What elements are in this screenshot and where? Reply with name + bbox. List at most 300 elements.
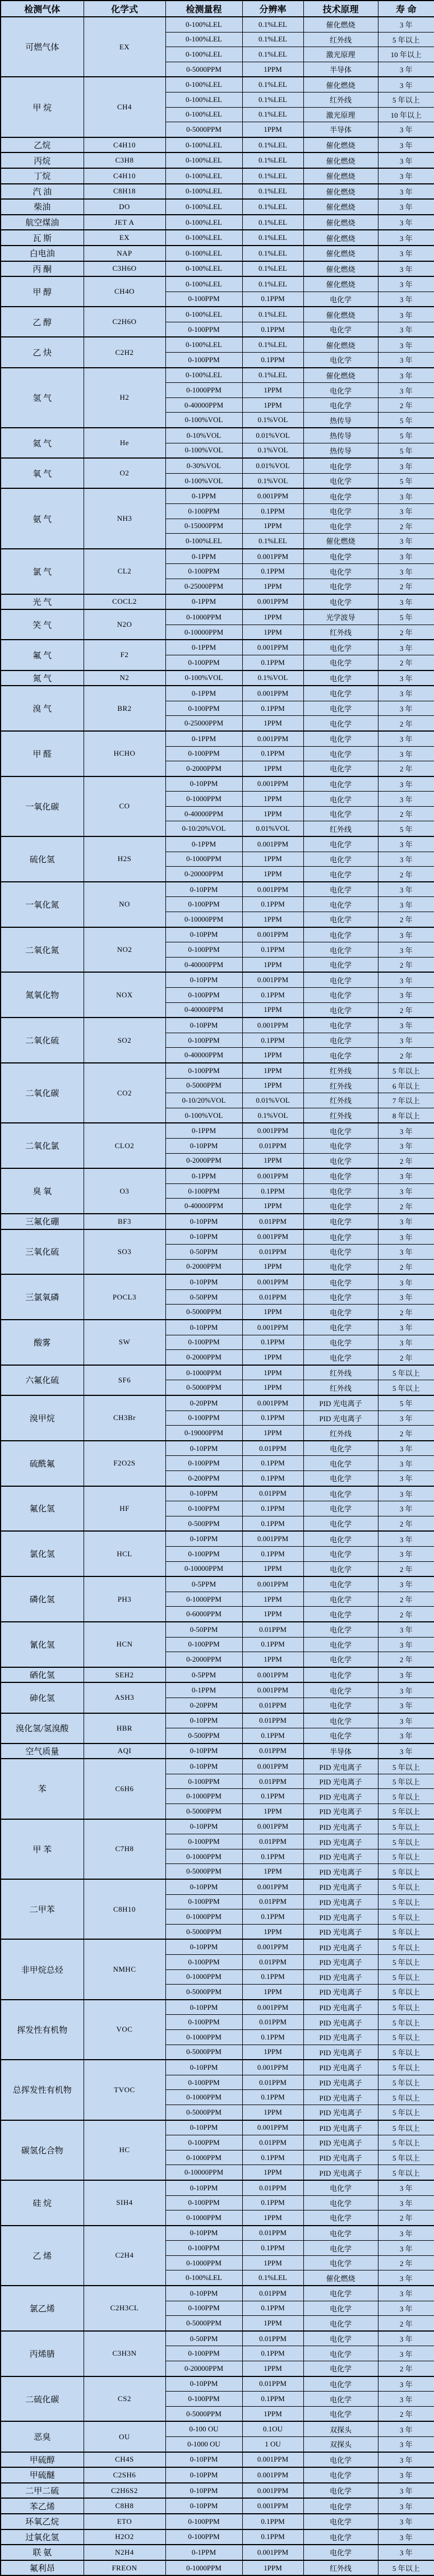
lifespan-cell: 5 年以上 (378, 2105, 434, 2120)
resolution-cell: 1PPM (242, 1305, 303, 1320)
principle-cell: 电化学 (303, 1682, 378, 1698)
gas-group-row (1, 2120, 434, 2135)
gas-group-row (1, 1682, 434, 1698)
range-cell: 0-10%VOL (165, 428, 242, 443)
resolution-cell: 1PPM (242, 579, 303, 594)
lifespan-cell: 2 年 (378, 2210, 434, 2226)
principle-cell: 双探头 (303, 2421, 378, 2436)
range-cell: 0-100%LEL (165, 276, 242, 292)
resolution-cell: 0.1PPM (242, 2029, 303, 2045)
lifespan-cell: 2 年 (378, 806, 434, 821)
lifespan-cell: 5 年以上 (378, 2120, 434, 2135)
resolution-cell: 1PPM (242, 1259, 303, 1274)
lifespan-cell: 3 年 (378, 199, 434, 215)
resolution-cell: 0.01PPM (242, 1894, 303, 1909)
lifespan-cell: 3 年 (378, 2421, 434, 2436)
gas-name-cell: 溴 气 (1, 686, 84, 731)
range-cell: 0-10PPM (165, 1743, 242, 1759)
lifespan-cell: 3 年 (378, 882, 434, 897)
range-cell: 0-10PPM (165, 2376, 242, 2392)
lifespan-cell: 5 年以上 (378, 1365, 434, 1380)
resolution-cell: 0.001PPM (242, 2467, 303, 2483)
resolution-cell: 0.001PPM (242, 2498, 303, 2514)
principle-cell: 电化学 (303, 1607, 378, 1622)
gas-name-cell: 氯乙烯 (1, 2286, 84, 2331)
range-cell: 0-100PPM (165, 2075, 242, 2090)
principle-cell: 电化学 (303, 988, 378, 1003)
gas-name-cell: 三氯氧磷 (1, 1274, 84, 1320)
lifespan-cell: 2 年 (378, 1652, 434, 1667)
range-cell: 0-1PPM (165, 549, 242, 564)
gas-name-cell: 二氧化氯 (1, 1123, 84, 1168)
gas-group-row (1, 1395, 434, 1410)
resolution-cell: 0.01PPM (242, 1486, 303, 1501)
range-cell: 0-100PPM (165, 2135, 242, 2150)
range-cell: 0-100%LEL (165, 199, 242, 215)
formula-cell: HF (84, 1486, 165, 1532)
range-cell: 0-100%LEL (165, 2270, 242, 2286)
gas-name-cell: 白电油 (1, 246, 84, 261)
principle-cell: 电化学 (303, 1183, 378, 1199)
range-cell: 0-100PPM (165, 564, 242, 579)
lifespan-cell: 5 年以上 (378, 1819, 434, 1834)
lifespan-cell: 3 年 (378, 1728, 434, 1743)
range-cell: 0-100PPM (165, 2392, 242, 2407)
principle-cell: 电化学 (303, 806, 378, 821)
table-body (1, 17, 434, 2575)
formula-cell: EX (84, 17, 165, 77)
lifespan-cell: 3 年 (378, 261, 434, 277)
range-cell: 0-1000PPM (165, 2090, 242, 2105)
principle-cell: 电化学 (303, 2286, 378, 2301)
formula-cell: C2H6S2 (84, 2483, 165, 2499)
resolution-cell: 0.1PPM (242, 897, 303, 912)
lifespan-cell: 2 年 (378, 2255, 434, 2270)
formula-cell: SEH2 (84, 1667, 165, 1683)
gas-group-row (1, 199, 434, 215)
gas-name-cell: 三氧化硫 (1, 1229, 84, 1275)
gas-name-cell: 溴甲烷 (1, 1395, 84, 1441)
formula-cell: PH3 (84, 1576, 165, 1622)
resolution-cell: 0.1%VOL (242, 670, 303, 686)
lifespan-cell: 5 年以上 (378, 1955, 434, 1970)
lifespan-cell: 3 年 (378, 2545, 434, 2560)
lifespan-cell: 5 年以上 (378, 1849, 434, 1864)
resolution-cell: 1PPM (242, 1426, 303, 1441)
principle-cell: 电化学 (303, 746, 378, 761)
resolution-cell: 1PPM (242, 2406, 303, 2421)
lifespan-cell: 3 年 (378, 1743, 434, 1759)
gas-group-row (1, 1939, 434, 1954)
lifespan-cell: 3 年 (378, 1410, 434, 1426)
resolution-cell: 1PPM (242, 1924, 303, 1939)
lifespan-cell: 5 年以上 (378, 2560, 434, 2576)
gas-group-row (1, 686, 434, 701)
resolution-cell: 0.01PPM (242, 2226, 303, 2241)
principle-cell: PID 光电离子 (303, 2000, 378, 2015)
lifespan-cell: 3 年 (378, 1667, 434, 1683)
lifespan-cell: 3 年 (378, 942, 434, 958)
gas-name-cell: 瓦 斯 (1, 230, 84, 246)
principle-cell: 电化学 (303, 353, 378, 368)
range-cell: 0-5000PPM (165, 1985, 242, 2000)
resolution-cell: 0.01PPM (242, 1743, 303, 1759)
formula-cell: C2H3CL (84, 2286, 165, 2331)
principle-cell: 电化学 (303, 1350, 378, 1365)
range-cell: 0-500PPM (165, 1728, 242, 1743)
range-cell: 0-10000PPM (165, 912, 242, 927)
range-cell: 0-10PPM (165, 2286, 242, 2301)
principle-cell: PID 光电离子 (303, 1939, 378, 1954)
range-cell: 0-40000PPM (165, 397, 242, 413)
range-cell: 0-100PPM (165, 2195, 242, 2210)
gas-group-row (1, 1486, 434, 1501)
gas-name-cell: 非甲烷总烃 (1, 1939, 84, 1999)
resolution-cell: 0.1PPM (242, 1335, 303, 1350)
principle-cell: 电化学 (303, 458, 378, 473)
lifespan-cell: 5 年以上 (378, 2135, 434, 2150)
gas-group-row (1, 1274, 434, 1289)
resolution-cell: 0.001PPM (242, 686, 303, 701)
lifespan-cell: 3 年 (378, 353, 434, 368)
principle-cell: 电化学 (303, 2316, 378, 2331)
gas-group-row (1, 882, 434, 897)
principle-cell: 半导体 (303, 1743, 378, 1759)
range-cell: 0-1PPM (165, 2545, 242, 2560)
resolution-cell: 1PPM (242, 609, 303, 625)
gas-group-row (1, 428, 434, 443)
range-cell: 0-100PPM (165, 1546, 242, 1561)
resolution-cell: 0.1%LEL (242, 199, 303, 215)
resolution-cell: 0.01%VOL (242, 1093, 303, 1108)
lifespan-cell: 2 年 (378, 2406, 434, 2421)
principle-cell: 电化学 (303, 322, 378, 337)
principle-cell: 电化学 (303, 716, 378, 731)
resolution-cell: 0.1PPM (242, 2090, 303, 2105)
resolution-cell: 0.001PPM (242, 2120, 303, 2135)
principle-cell: 电化学 (303, 519, 378, 534)
lifespan-cell: 3 年 (378, 2452, 434, 2468)
principle-cell: 红外线 (303, 1093, 378, 1108)
principle-cell: 催化燃烧 (303, 152, 378, 168)
resolution-cell: 1PPM (242, 1199, 303, 1214)
principle-cell: 催化燃烧 (303, 368, 378, 383)
resolution-cell: 1PPM (242, 1078, 303, 1093)
formula-cell: NOX (84, 972, 165, 1018)
lifespan-cell: 3 年 (378, 1138, 434, 1153)
resolution-cell: 0.1PPM (242, 2529, 303, 2545)
lifespan-cell: 2 年 (378, 957, 434, 972)
gas-group-row (1, 2000, 434, 2015)
gas-group-row (1, 17, 434, 32)
formula-cell: TVOC (84, 2060, 165, 2120)
lifespan-cell: 3 年 (378, 307, 434, 322)
lifespan-cell: 5 年以上 (378, 1969, 434, 1985)
principle-cell: 热传导 (303, 413, 378, 428)
range-cell: 0-100PPM (165, 322, 242, 337)
range-cell: 0-1000PPM (165, 1365, 242, 1380)
principle-cell: PID 光电离子 (303, 1410, 378, 1426)
lifespan-cell: 3 年 (378, 2195, 434, 2210)
gas-group-row (1, 2421, 434, 2436)
gas-name-cell: 空气质量 (1, 1743, 84, 1759)
principle-cell: PID 光电离子 (303, 2029, 378, 2045)
principle-cell: 双探头 (303, 2437, 378, 2452)
formula-cell: F2 (84, 640, 165, 670)
formula-cell: C4H10 (84, 137, 165, 153)
resolution-cell: 0.01PPM (242, 1245, 303, 1260)
principle-cell: 电化学 (303, 776, 378, 792)
range-cell: 0-100PPM (165, 2514, 242, 2529)
range-cell: 0-100PPM (165, 292, 242, 307)
gas-group-row (1, 458, 434, 473)
range-cell: 0-5000PPM (165, 2105, 242, 2120)
resolution-cell: 0.1%LEL (242, 2270, 303, 2286)
resolution-cell: 0.1PPM (242, 2241, 303, 2256)
lifespan-cell: 5 年以上 (378, 1894, 434, 1909)
lifespan-cell: 5 年以上 (378, 2075, 434, 2090)
formula-cell: C2H4 (84, 2226, 165, 2286)
principle-cell: 红外线 (303, 2560, 378, 2576)
range-cell: 0-40000PPM (165, 1002, 242, 1018)
principle-cell: 红外线 (303, 1063, 378, 1078)
range-cell: 0-5000PPM (165, 2406, 242, 2421)
lifespan-cell: 3 年 (378, 504, 434, 519)
gas-group-row (1, 640, 434, 655)
range-cell: 0-100PPM (165, 2241, 242, 2256)
lifespan-cell: 3 年 (378, 746, 434, 761)
formula-cell: C2H2 (84, 337, 165, 367)
principle-cell: PID 光电离子 (303, 1774, 378, 1789)
gas-group-row (1, 1123, 434, 1138)
resolution-cell: 0.1%LEL (242, 152, 303, 168)
principle-cell: PID 光电离子 (303, 2120, 378, 2135)
lifespan-cell: 3 年 (378, 2514, 434, 2529)
resolution-cell: 1PPM (242, 2165, 303, 2180)
resolution-cell: 0.001PPM (242, 1939, 303, 1954)
gas-name-cell: 汽 油 (1, 184, 84, 200)
formula-cell: O2 (84, 458, 165, 488)
range-cell: 0-1PPM (165, 731, 242, 746)
formula-cell: HCN (84, 1622, 165, 1667)
range-cell: 0-5000PPM (165, 2316, 242, 2331)
range-cell: 0-100PPM (165, 701, 242, 716)
lifespan-cell: 3 年 (378, 1531, 434, 1546)
lifespan-cell: 3 年 (378, 686, 434, 701)
formula-cell: N2O (84, 609, 165, 640)
resolution-cell: 0.1%VOL (242, 413, 303, 428)
column-header: 化学式 (84, 1, 165, 17)
principle-cell: 催化燃烧 (303, 307, 378, 322)
gas-group-row (1, 215, 434, 230)
lifespan-cell: 3 年 (378, 1123, 434, 1138)
column-header: 分辨率 (242, 1, 303, 17)
range-cell: 0-10PPM (165, 1229, 242, 1245)
range-cell: 0-2000PPM (165, 1259, 242, 1274)
range-cell: 0-100PPM (165, 2301, 242, 2316)
principle-cell: 红外线 (303, 1426, 378, 1441)
range-cell: 0-100PPM (165, 504, 242, 519)
resolution-cell: 1PPM (242, 625, 303, 640)
gas-name-cell: 氟利昂 (1, 2560, 84, 2576)
gas-name-cell: 氮 气 (1, 670, 84, 686)
range-cell: 0-5000PPM (165, 2045, 242, 2060)
gas-group-row (1, 230, 434, 246)
principle-cell: 催化燃烧 (303, 276, 378, 292)
gas-name-cell: 丙烷 (1, 152, 84, 168)
lifespan-cell: 2 年 (378, 1607, 434, 1622)
gas-group-row (1, 670, 434, 686)
gas-name-cell: 乙 炔 (1, 337, 84, 367)
range-cell: 0-10PPM (165, 1441, 242, 1456)
lifespan-cell: 3 年 (378, 1576, 434, 1592)
range-cell: 0-100PPM (165, 1774, 242, 1789)
principle-cell: 电化学 (303, 912, 378, 927)
lifespan-cell: 3 年 (378, 137, 434, 153)
range-cell: 0-100PPM (165, 1335, 242, 1350)
resolution-cell: 0.1%LEL (242, 246, 303, 261)
principle-cell: 电化学 (303, 640, 378, 655)
lifespan-cell: 3 年 (378, 701, 434, 716)
gas-name-cell: 硫化氢 (1, 836, 84, 882)
lifespan-cell: 5 年以上 (378, 1774, 434, 1789)
range-cell: 0-100%LEL (165, 77, 242, 92)
gas-name-cell: 氮氧化物 (1, 972, 84, 1018)
lifespan-cell: 6 年以上 (378, 1078, 434, 1093)
range-cell: 0-10000PPM (165, 625, 242, 640)
formula-cell: SO2 (84, 1018, 165, 1063)
principle-cell: PID 光电离子 (303, 2045, 378, 2060)
resolution-cell: 0.001PPM (242, 1879, 303, 1894)
lifespan-cell: 3 年 (378, 2180, 434, 2195)
resolution-cell: 0.1PPM (242, 1471, 303, 1486)
gas-name-cell: 六氟化硫 (1, 1365, 84, 1395)
lifespan-cell: 3 年 (378, 2270, 434, 2286)
resolution-cell: 0.001PPM (242, 1531, 303, 1546)
principle-cell: 电化学 (303, 1471, 378, 1486)
lifespan-cell: 3 年 (378, 776, 434, 792)
range-cell: 0-1000PPM (165, 2150, 242, 2165)
range-cell: 0-1PPM (165, 686, 242, 701)
lifespan-cell: 3 年 (378, 1456, 434, 1471)
lifespan-cell: 3 年 (378, 1289, 434, 1305)
column-header: 检测气体 (1, 1, 84, 17)
gas-name-cell: 乙烷 (1, 137, 84, 153)
lifespan-cell: 3 年 (378, 1486, 434, 1501)
lifespan-cell: 10 年以上 (378, 107, 434, 122)
range-cell: 0-10PPM (165, 1759, 242, 1774)
resolution-cell: 1PPM (242, 867, 303, 882)
lifespan-cell: 3 年 (378, 1546, 434, 1561)
formula-cell: FREON (84, 2560, 165, 2576)
principle-cell: 电化学 (303, 1245, 378, 1260)
formula-cell: EX (84, 230, 165, 246)
range-cell: 0-10PPM (165, 1486, 242, 1501)
lifespan-cell: 3 年 (378, 2437, 434, 2452)
lifespan-cell: 3 年 (378, 152, 434, 168)
gas-name-cell: 环氧乙烷 (1, 2514, 84, 2529)
principle-cell: 激光原理 (303, 107, 378, 122)
lifespan-cell: 3 年 (378, 792, 434, 807)
principle-cell: 电化学 (303, 2392, 378, 2407)
resolution-cell: 0.01PPM (242, 1713, 303, 1728)
range-cell: 0-100PPM (165, 897, 242, 912)
range-cell: 0-100%LEL (165, 307, 242, 322)
range-cell: 0-15000PPM (165, 519, 242, 534)
lifespan-cell: 5 年以上 (378, 2029, 434, 2045)
lifespan-cell: 5 年以上 (378, 1834, 434, 1849)
range-cell: 0-5000PPM (165, 1078, 242, 1093)
lifespan-cell: 3 年 (378, 594, 434, 610)
lifespan-cell: 3 年 (378, 927, 434, 942)
lifespan-cell: 2 年 (378, 625, 434, 640)
lifespan-cell: 3 年 (378, 2483, 434, 2499)
gas-group-row (1, 1576, 434, 1592)
resolution-cell: 0.1PPM (242, 1516, 303, 1531)
principle-cell: 红外线 (303, 821, 378, 836)
principle-cell: PID 光电离子 (303, 1834, 378, 1849)
lifespan-cell: 5 年以上 (378, 1909, 434, 1925)
gas-name-cell: 一氧化氮 (1, 882, 84, 927)
range-cell: 0-10/20%VOL (165, 1093, 242, 1108)
resolution-cell: 0.01PPM (242, 1955, 303, 1970)
resolution-cell: 0.1PPM (242, 988, 303, 1003)
resolution-cell: 0.01PPM (242, 2331, 303, 2346)
range-cell: 0-1PPM (165, 836, 242, 852)
resolution-cell: 0.1%LEL (242, 368, 303, 383)
formula-cell: CO (84, 776, 165, 836)
lifespan-cell: 7 年以上 (378, 1093, 434, 1108)
gas-group-row (1, 2529, 434, 2545)
lifespan-cell: 3 年 (378, 1501, 434, 1516)
resolution-cell: 0.1PPM (242, 322, 303, 337)
lifespan-cell: 2 年 (378, 1199, 434, 1214)
resolution-cell: 0.001PPM (242, 1682, 303, 1698)
lifespan-cell: 3 年 (378, 2241, 434, 2256)
range-cell: 0-100PPM (165, 1063, 242, 1078)
lifespan-cell: 10 年以上 (378, 47, 434, 62)
resolution-cell: 0.1PPM (242, 353, 303, 368)
range-cell: 0-100PPM (165, 1834, 242, 1849)
range-cell: 0-1000PPM (165, 383, 242, 398)
range-cell: 0-40000PPM (165, 806, 242, 821)
column-header: 技术原理 (303, 1, 378, 17)
formula-cell: C3H3N (84, 2331, 165, 2376)
range-cell: 0-10PPM (165, 1214, 242, 1229)
gas-group-row (1, 2452, 434, 2468)
gas-name-cell: 溴化氢/氢溴酸 (1, 1713, 84, 1743)
principle-cell: 电化学 (303, 549, 378, 564)
gas-group-row (1, 1168, 434, 1183)
gas-name-cell: 挥发性有机物 (1, 2000, 84, 2060)
range-cell: 0-5000PPM (165, 1924, 242, 1939)
formula-cell: SF6 (84, 1365, 165, 1395)
lifespan-cell: 3 年 (378, 1682, 434, 1698)
gas-group-row (1, 137, 434, 153)
lifespan-cell: 2 年 (378, 1048, 434, 1063)
formula-cell: CO2 (84, 1063, 165, 1123)
formula-cell: NH3 (84, 488, 165, 548)
range-cell: 0-1000PPM (165, 1592, 242, 1607)
principle-cell: 电化学 (303, 1289, 378, 1305)
principle-cell: 红外线 (303, 32, 378, 47)
resolution-cell: 1PPM (242, 761, 303, 776)
resolution-cell: 1PPM (242, 2045, 303, 2060)
formula-cell: OU (84, 2421, 165, 2452)
principle-cell: PID 光电离子 (303, 1849, 378, 1864)
formula-cell: SO3 (84, 1229, 165, 1275)
formula-cell: C2SH6 (84, 2467, 165, 2483)
